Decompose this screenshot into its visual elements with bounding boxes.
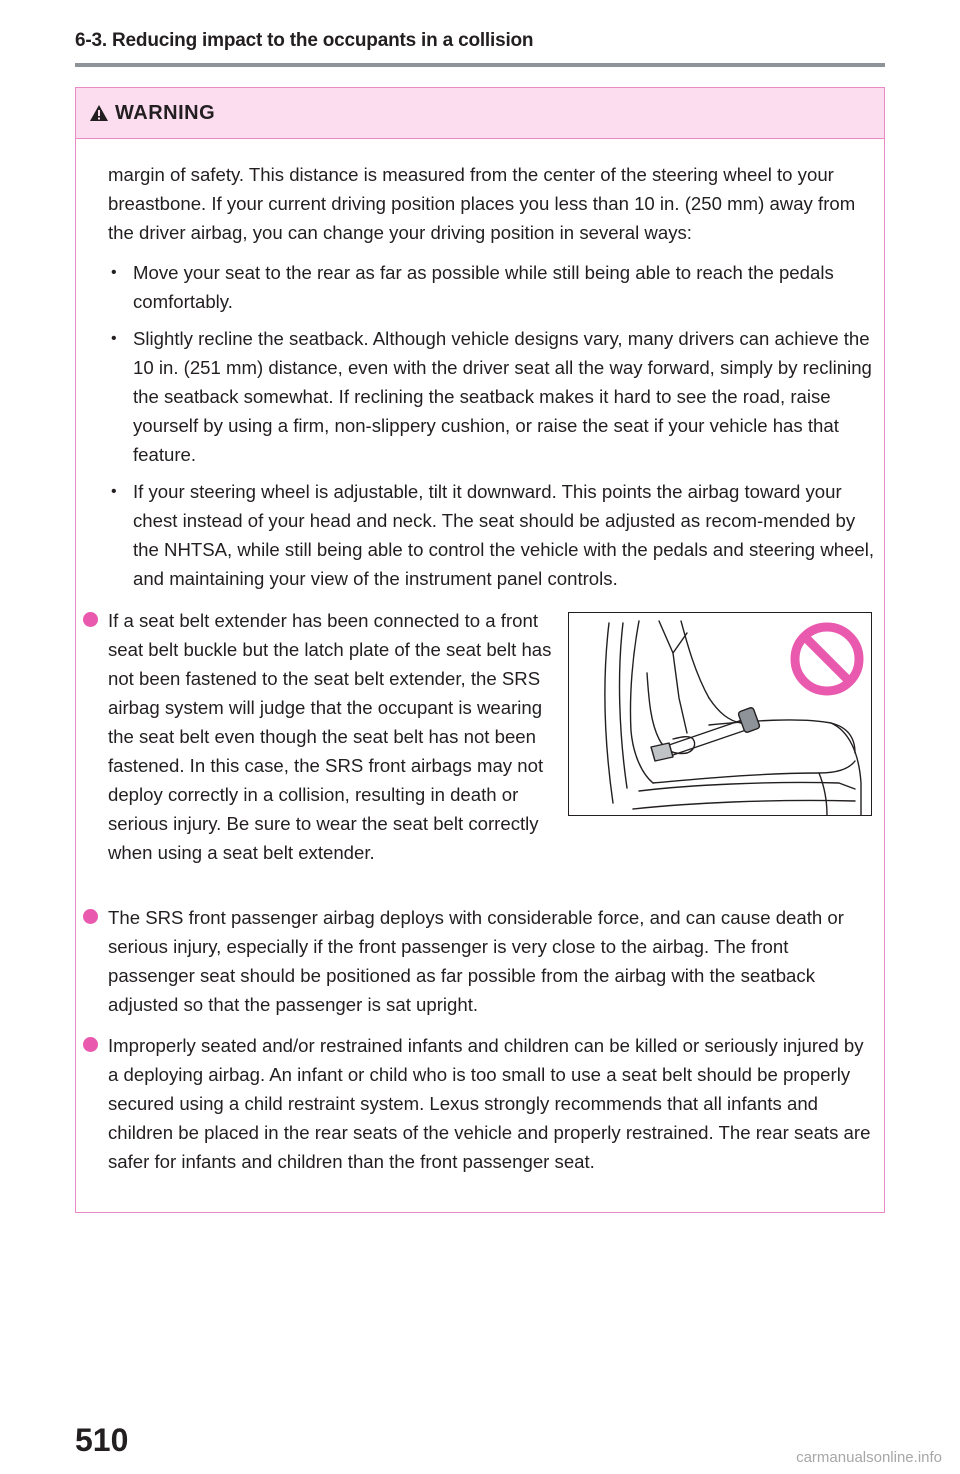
warning-title: WARNING <box>115 101 216 124</box>
seat-belt-extender-paragraph <box>108 606 558 867</box>
warning-triangle-icon <box>89 104 109 122</box>
seat-belt-extender-illustration <box>568 612 872 816</box>
paragraph-text: The SRS front passenger airbag deploys with considerable force, and can cause death or serious injury, especially if the front passenger is very close to the airbag. The front passenger seat should be positioned as far possible from the airbag with the seatback adjusted so that the passenger is sat upright. <box>108 907 844 1015</box>
passenger-airbag-paragraph <box>108 903 878 1019</box>
seated-occupant-drawing <box>569 613 871 815</box>
paragraph-text: If a seat belt extender has been connected to a front seat belt buckle but the latch plate of the seat belt has not been fastened to the seat belt extender, the SRS airbag system will judge that the occupant is wearing the seat belt even though the seat belt has not been fastened. In this case, the SRS front airbags may not deploy correctly in a collision, resulting in death or serious injury. Be sure to wear the seat belt correctly when using a seat belt extender. <box>108 610 552 863</box>
prohibited-icon <box>795 627 859 691</box>
list-item: • Slightly recline the seatback. Although vehicle designs vary, many drivers can achieve the 10 in. (251 mm) distance, even with the driver seat all the way forward, simply by reclining the seatback somewhat. If reclining the seatback makes it hard to see the road, raise yourself by using a firm, non-slippery cushion, or raise the seat if your vehicle has that feature. <box>111 328 872 465</box>
page-number: 510 <box>75 1422 129 1458</box>
warning-header <box>76 88 884 139</box>
bullet-circle-icon <box>83 612 98 627</box>
bullet-circle-icon <box>83 1037 98 1052</box>
child-safety-paragraph <box>108 1031 878 1176</box>
position-tips-list <box>108 258 878 601</box>
list-item-text: If your steering wheel is adjustable, tilt it downward. This points the airbag toward your chest instead of your head and neck. The seat should be adjusted as recom-mended by the NHTSA, while still being able to control the vehicle with the pedals and steering wheel, and maintaining your view of the instrument panel controls. <box>133 481 875 589</box>
list-item-text: Move your seat to the rear as far as possible while still being able to reach the pedals comfortably. <box>133 262 834 312</box>
watermark: carmanualsonline.info <box>796 1449 942 1466</box>
warning-intro: margin of safety. This distance is measured from the center of the steering wheel to your breastbone. If your current driving position places you less than 10 in. (250 mm) away from the driver airbag, you can change your driving position in several ways: <box>108 164 856 243</box>
paragraph-text: Improperly seated and/or restrained infants and children can be killed or seriously injured by a deploying airbag. An infant or child who is too small to use a seat belt should be properly secured using a child restraint system. Lexus strongly recommends that all infants and children be placed in the rear seats of the vehicle and properly restrained. The rear seats are safer for infants and children than the front passenger seat. <box>108 1035 871 1172</box>
bullet-circle-icon <box>83 909 98 924</box>
warning-box <box>75 87 885 1213</box>
list-item: • If your steering wheel is adjustable, tilt it downward. This points the airbag toward your chest instead of your head and neck. The seat should be adjusted as recom-mended by the NHTSA, while still being able to control the vehicle with the pedals and steering wheel, and maintaining your view of the instrument panel controls. <box>111 481 875 589</box>
list-item: • Move your seat to the rear as far as possible while still being able to reach the pedals comfortably. <box>111 262 834 312</box>
section-title: 6-3. Reducing impact to the occupants in a collision <box>75 30 534 51</box>
header-divider <box>75 63 885 67</box>
list-item-text: Slightly recline the seatback. Although vehicle designs vary, many drivers can achieve the 10 in. (251 mm) distance, even with the driver seat all the way forward, simply by reclining the seatback somewhat. If reclining the seatback makes it hard to see the road, raise yourself by using a firm, non-slippery cushion, or raise the seat if your vehicle has that feature. <box>133 328 872 465</box>
